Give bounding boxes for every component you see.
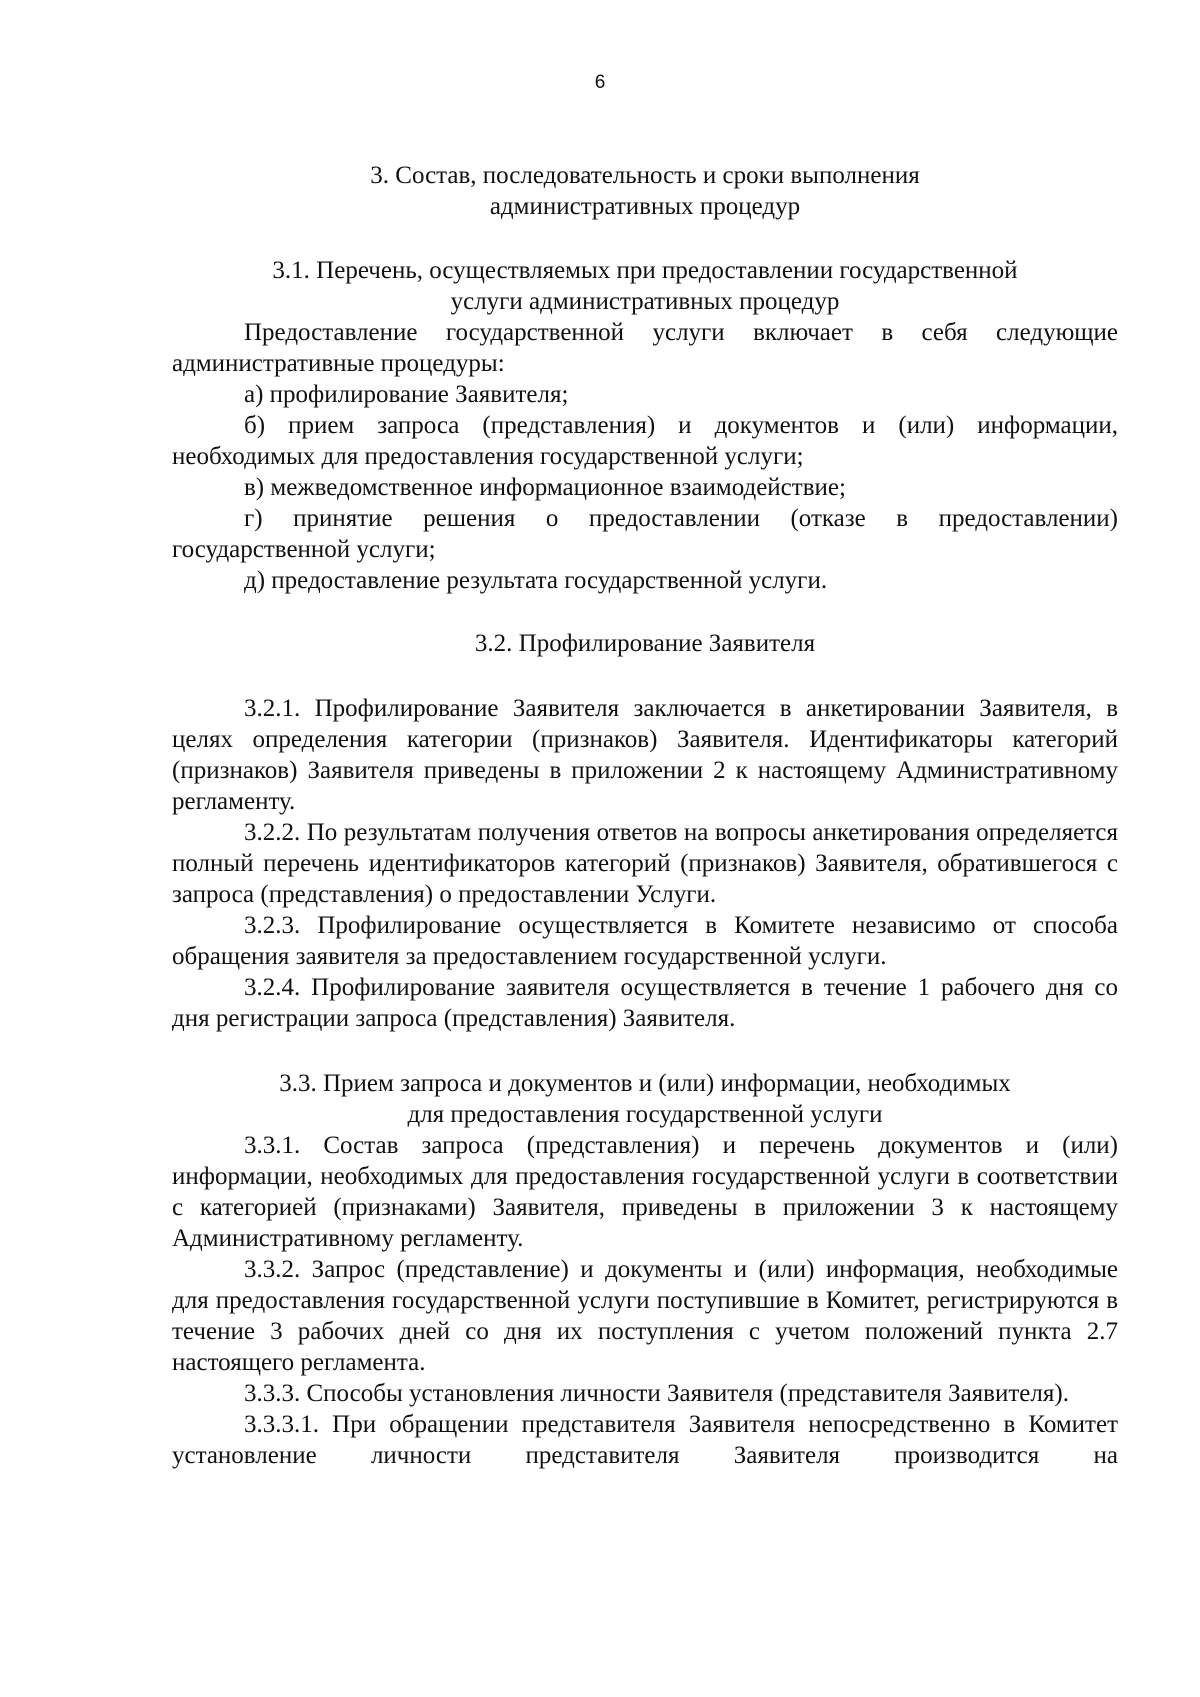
list-item: б) прием запроса (представления) и документов и (или) информации, необходимых для предоставления государственной услуги; bbox=[172, 412, 1118, 470]
section-3-title-line1: 3. Состав, последовательность и сроки выполнения bbox=[370, 162, 920, 189]
section-3-3-title-line2: для предоставления государственной услуги bbox=[407, 1101, 883, 1128]
paragraph-3-3-3-1: 3.3.3.1. При обращении представителя Заявителя непосредственно в Комитет установление личности представителя Заявителя производится на bbox=[172, 1411, 1118, 1469]
section-3-1-title-line1: 3.1. Перечень, осуществляемых при предоставлении государственной bbox=[272, 257, 1018, 284]
section-3-1-intro: Предоставление государственной услуги включает в себя следующие административные процедуры: bbox=[172, 319, 1118, 377]
document-body bbox=[172, 160, 1118, 1471]
section-3-title-line2: административных процедур bbox=[489, 193, 801, 220]
section-3-3-title bbox=[172, 1068, 1118, 1130]
section-3-1-title bbox=[172, 255, 1118, 317]
section-3-title bbox=[172, 160, 1118, 222]
paragraph-3-3-1: 3.3.1. Состав запроса (представления) и перечень документов и (или) информации, необходимых для предоставления государственной услуги в соответствии с категорией (признаками) Заявителя, приведены в приложении 3 к настоящему Административному регламенту. bbox=[172, 1132, 1118, 1252]
section-3-3-title-line1: 3.3. Прием запроса и документов и (или) информации, необходимых bbox=[279, 1070, 1011, 1097]
list-item: в) межведомственное информационное взаимодействие; bbox=[244, 474, 846, 501]
paragraph-3-2-1: 3.2.1. Профилирование Заявителя заключается в анкетировании Заявителя, в целях определения категории (признаков) Заявителя. Идентификаторы категорий (признаков) Заявителя приведены в приложении 2 к настоящему Административному регламенту. bbox=[172, 695, 1118, 815]
paragraph-3-3-3: 3.3.3. Способы установления личности Заявителя (представителя Заявителя). bbox=[244, 1380, 1069, 1407]
list-item: г) принятие решения о предоставлении (отказе в предоставлении) государственной услуги; bbox=[172, 505, 1118, 563]
section-3-1-title-line2: услуги административных процедур bbox=[450, 288, 840, 315]
paragraph-3-3-2: 3.3.2. Запрос (представление) и документы и (или) информация, необходимые для предоставления государственной услуги поступившие в Комитет, регистрируются в течение 3 рабочих дней со дня их поступления с учетом положений пункта 2.7 настоящего регламента. bbox=[172, 1256, 1118, 1376]
list-item: д) предоставление результата государственной услуги. bbox=[244, 567, 828, 594]
paragraph-3-2-2: 3.2.2. По результатам получения ответов на вопросы анкетирования определяется полный перечень идентификаторов категорий (признаков) Заявителя, обратившегося с запроса (представления) о предоставлении Услуги. bbox=[172, 819, 1118, 908]
paragraph-3-2-4: 3.2.4. Профилирование заявителя осуществляется в течение 1 рабочего дня со дня регистрации запроса (представления) Заявителя. bbox=[172, 974, 1118, 1032]
paragraph-3-2-3: 3.2.3. Профилирование осуществляется в Комитете независимо от способа обращения заявителя за предоставлением государственной услуги. bbox=[172, 912, 1118, 970]
list-item: а) профилирование Заявителя; bbox=[244, 381, 569, 408]
page-number: 6 bbox=[594, 72, 606, 93]
section-3-2-title: 3.2. Профилирование Заявителя bbox=[474, 630, 816, 657]
